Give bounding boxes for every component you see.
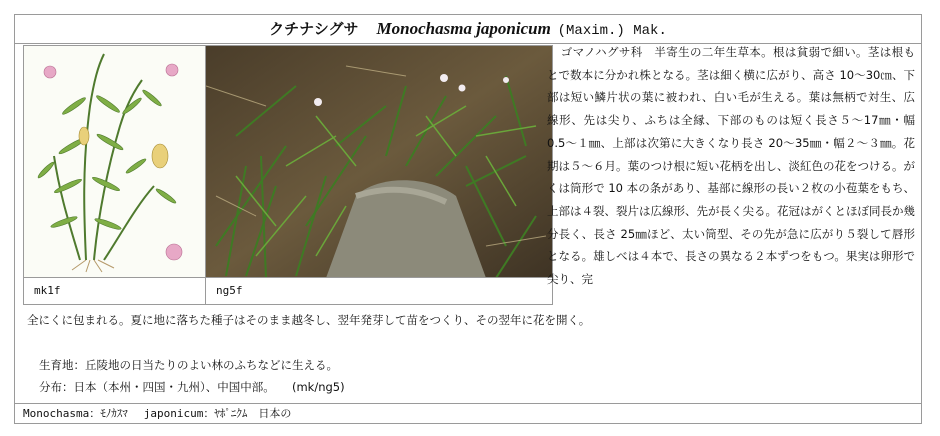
plant-photo	[206, 46, 552, 278]
figure-table	[23, 45, 553, 305]
species-etymology: japonicum：ﾔﾎﾟﾆｸﾑ 日本の	[143, 407, 292, 420]
description-continuation: 全にくに包まれる。夏に地に落ちた種子はそのまま越冬し、翌年発芽して苗をつくり、その翌年に花を開く。	[27, 313, 591, 327]
figure-caption-2: ng5f	[216, 284, 243, 297]
authority: (Maxim.) Mak.	[557, 23, 667, 39]
plant-photo-svg	[206, 46, 552, 278]
plant-title	[15, 15, 921, 44]
description-text: ゴマノハグサ科 半寄生の二年生草本。根は貧弱で細い。茎は根もとで数本に分かれ株となる。茎は細く横に広がり、高さ 10～30㎝、下部は短い鱗片状の葉に被われ、白い毛が生える。葉は無柄で対生、広線形、先は尖り、ふちは全縁、下部のものは短く長さ５～17㎜・幅 0.5～１㎜、上部は次第に大きくなり長さ 20～35㎜・幅２～３㎜。花期は５～６月。葉のつけ根に短い花柄を出し、淡紅色の花をつける。がくは筒形で 10 本の条があり、基部に線形の長い２枚の小苞葉をもち、上部は４裂、裂片は広線形、先が長く尖る。花冠はがくとほぼ同長か幾分長く、長さ 25㎜ほど、太い筒型、その先が急に広がり５裂して唇形となる。雄しべは４本で、長さの異なる２本ずつをもつ。果実は卵形で尖り、完	[547, 45, 915, 287]
genus-etymology: Monochasma：ﾓﾉｶｽﾏ	[23, 407, 128, 420]
botanical-illustration-svg	[24, 46, 204, 276]
plant-card	[14, 14, 922, 424]
botanical-illustration	[24, 46, 206, 278]
habitat-text: 生育地：丘陵地の日当たりのよい林のふちなどに生える。	[39, 358, 338, 372]
figure-caption-1: mk1f	[24, 278, 206, 304]
scientific-name: Monochasma japonicum	[376, 19, 551, 38]
distribution-text: 分布：日本（本州・四国・九州）、中国中部。 (mk/ng5)	[39, 380, 345, 394]
etymology-footer	[15, 403, 921, 423]
japanese-name: クチナシグサ	[269, 20, 359, 38]
